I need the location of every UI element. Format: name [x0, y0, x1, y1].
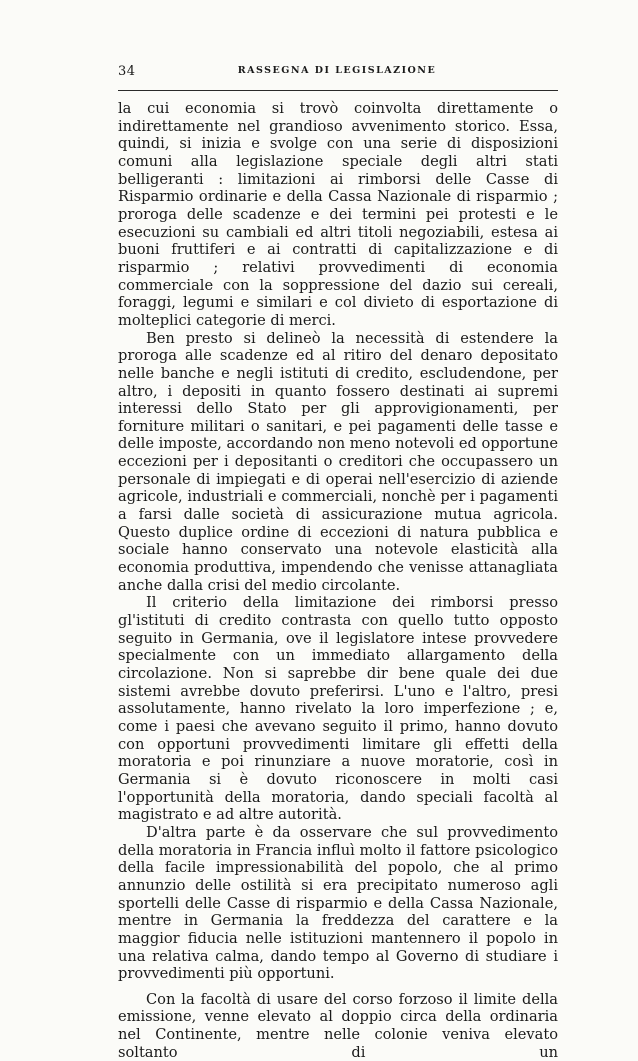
header-rule	[118, 90, 558, 91]
page-number: 34	[118, 64, 136, 79]
paragraph-3: Il criterio della limitazione dei rimborsi presso gl'istituti di credito contrasta con quello tutto opposto seguito in Germania, ove il legislatore intese provvedere specialmente con un immediato allargamento della circolazione. Non si saprebbe dir bene quale dei due sistemi avrebbe dovuto preferirsi. L'uno e l'altro, presi assolutamente, hanno rivelato la loro imperfezione ; e, come i paesi che avevano seguito il primo, hanno dovuto con opportuni provvedimenti limitare gli effetti della moratoria e poi rinunziare a nuove moratorie, così in Germania si è dovuto riconoscere in molti casi l'opportunità della moratoria, dando speciali facoltà al magistrato e ad altre autorità.	[118, 594, 558, 824]
paragraph-5: Con la facoltà di usare del corso forzoso il limite della emissione, venne elevato al doppio circa della ordinaria nel Continente, mentre nelle colonie veniva elevato soltanto di un	[118, 990, 558, 1061]
paragraph-4: D'altra parte è da osservare che sul provvedimento della moratoria in Francia influì molto il fattore psicologico della facile impressionabilità del popolo, che al primo annunzio delle ostilità si era precipitato numeroso agli sportelli delle Casse di risparmio e della Cassa Nazionale, mentre in Germania la freddezza del carattere e la maggior fiducia nelle istituzioni mantennero il popolo in una relativa calma, dando tempo al Governo di studiare i provvedimenti più opportuni.	[118, 823, 558, 983]
paragraph-2: Ben presto si delineò la necessità di estendere la proroga alle scadenze ed al ritiro del denaro depositato nelle banche e negli istituti di credito, escludendone, per altro, i depositi in quanto fossero destinati ai supremi interessi dello Stato per gli approvigionamenti, per forniture militari o sanitari, e pei pagamenti delle tasse e delle imposte, accordando non meno notevoli ed opportune eccezioni per i depositanti o creditori che occupassero un personale di impiegati e di operai nell'esercizio di aziende agricole, industriali e commerciali, nonchè per i pagamenti a farsi dalle società di assicurazione mutua agricola. Questo duplice ordine di eccezioni di natura pubblica e sociale hanno conservato una notevole elasticità alla economia produttiva, impendendo che venisse attanagliata anche dalla crisi del medio circolante.	[118, 329, 558, 594]
paragraph-1: la cui economia si trovò coinvolta direttamente o indirettamente nel grandioso avvenimento storico. Essa, quindi, si inizia e svolge con una serie di disposizioni comuni alla legislazione speciale degli altri stati belligeranti : limitazioni ai rimborsi delle Casse di Risparmio ordinarie e della Cassa Nazionale di risparmio ; proroga delle scadenze e dei termini pei protesti e le esecuzioni su cambiali ed altri titoli negoziabili, estesa ai buoni fruttiferi e ai contratti di capitalizzazione e di risparmio ; relativi provvedimenti di economia commerciale con la soppressione del dazio sui cereali, foraggi, legumi e similari e col divieto di esportazione di molteplici categorie di merci.	[118, 100, 558, 329]
body-text	[118, 100, 558, 1061]
running-title: RASSEGNA DI LEGISLAZIONE	[237, 65, 437, 76]
page-header	[118, 64, 556, 80]
